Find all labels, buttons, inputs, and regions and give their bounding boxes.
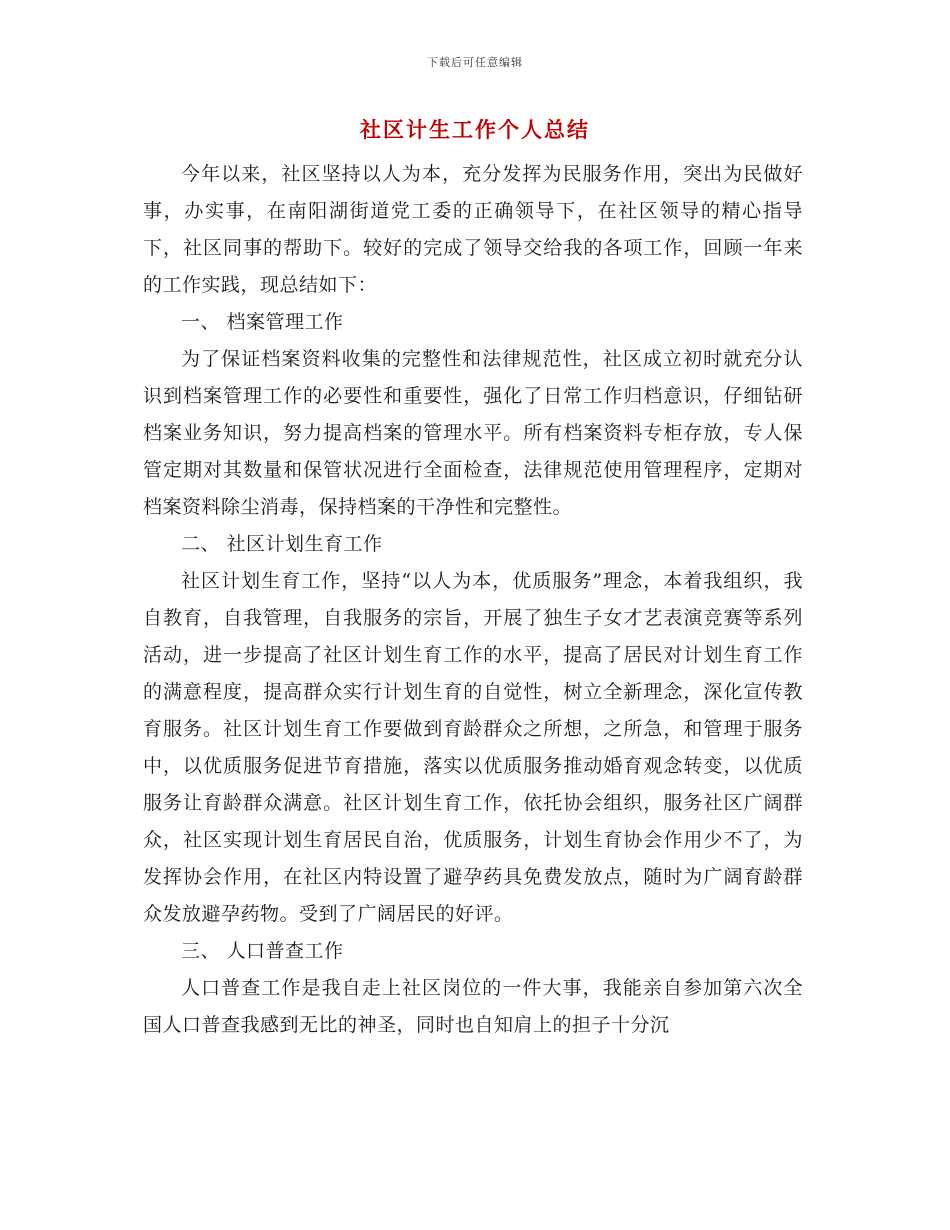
document-title: 社区计生工作个人总结 — [360, 117, 590, 142]
section-heading-family-planning: 二、 社区计划生育工作 — [181, 533, 383, 555]
section-body-family-planning: 社区计划生育工作，坚持“以人为本，优质服务”理念，本着我组织，我自教育，自我管理，自我服务的宗旨，开展了独生子女才艺表演竞赛等系列活动，进一步提高了社区计划生育工作的水平，提高了居民对计划生育工作的满意程度，提高群众实行计划生育的自觉性，树立全新理念，深化宣传教育服务。社区计划生育工作要做到育龄群众之所想，之所急，和管理于服务中，以优质服务促进节育措施，落实以优质服务推动婚育观念转变，以优质服务让育龄群众满意。社区计划生育工作，依托协会组织，服务社区广阔群众，社区实现计划生育居民自治，优质服务，计划生育协会作用少不了，为发挥协会作用，在社区内特设置了避孕药具免费发放点，随时为广阔育龄群众发放避孕药物。受到了广阔居民的好评。 — [143, 570, 803, 925]
page-header-note: 下载后可任意编辑 — [427, 56, 523, 69]
section-body-census: 人口普查工作是我自走上社区岗位的一件大事，我能亲自参加第六次全国人口普查我感到无比的神圣，同时也自知肩上的担子十分沉 — [143, 977, 803, 1036]
section-body-archives: 为了保证档案资料收集的完整性和法律规范性，社区成立初时就充分认识到档案管理工作的必要性和重要性，强化了日常工作归档意识，仔细钻研档案业务知识，努力提高档案的管理水平。所有档案资料专柜存放，专人保管定期对其数量和保管状况进行全面检查，法律规范使用管理程序，定期对档案资料除尘消毒，保持档案的干净性和完整性。 — [143, 348, 803, 518]
intro-paragraph: 今年以来，社区坚持以人为本，充分发挥为民服务作用，突出为民做好事，办实事，在南阳湖街道党工委的正确领导下，在社区领导的精心指导下，社区同事的帮助下。较好的完成了领导交给我的各项工作，回顾一年来的工作实践，现总结如下： — [143, 163, 803, 296]
section-heading-census: 三、 人口普查工作 — [181, 940, 344, 962]
section-heading-archives: 一、 档案管理工作 — [181, 311, 344, 333]
document-body — [143, 156, 803, 1044]
